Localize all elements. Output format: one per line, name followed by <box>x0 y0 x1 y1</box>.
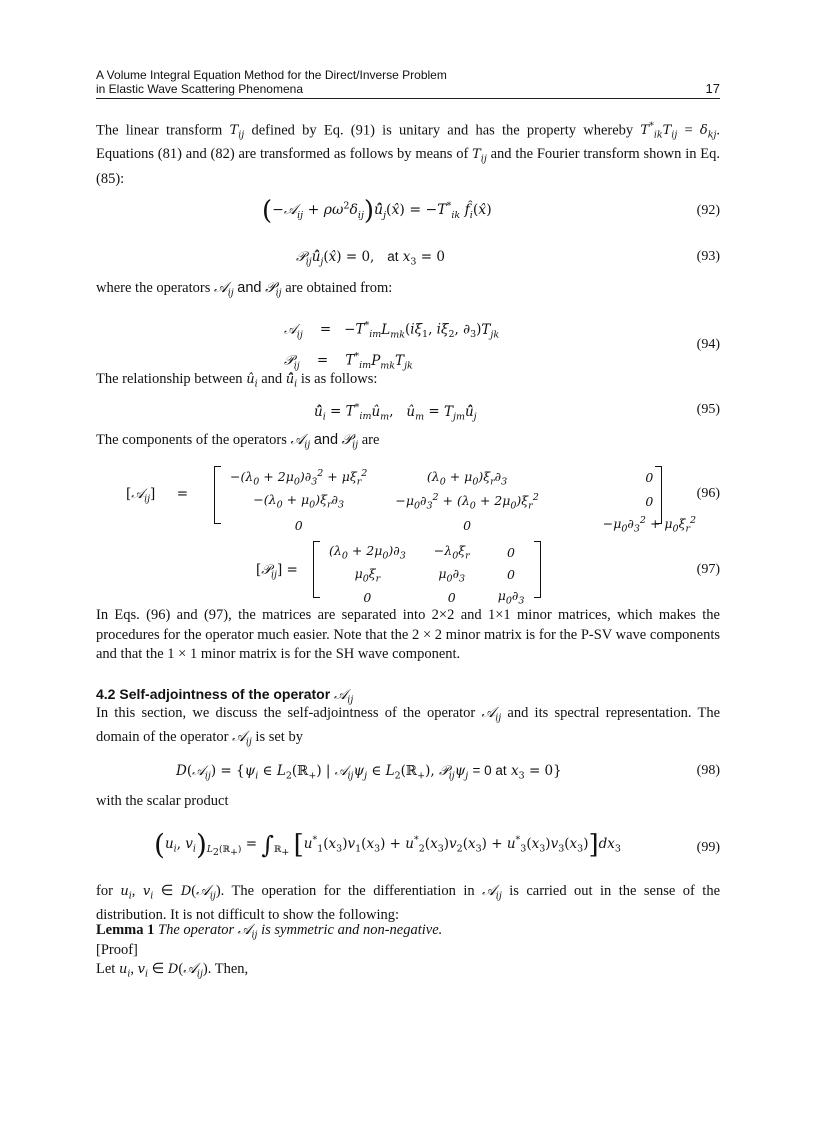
equation-95: $û̂_i$ = $T^*_{im}û_m$, $û_m$ = $T_{jm}û̂_j$ <box>314 402 477 423</box>
equation-92: (−𝒜$_{ij}$ + $\rho\omega^2\delta_{ij})û̂_j(x̂) = -T^*_{ik}$ $f̂_i(x̂)$ <box>262 196 492 226</box>
paragraph-6: In this section, we discuss the self-adjointness of the operator 𝒜$_{ij}$ and its spectral representation. The domain of the operator 𝒜$_{ij}$ is set by <box>96 705 721 748</box>
header-title-line1: A Volume Integral Equation Method for the Direct/Inverse Problem <box>96 68 447 82</box>
paragraph-2: where the operators 𝒜$_{ij}$ and 𝒫$_{ij}$ are obtained from: <box>96 280 393 299</box>
paragraph-3: The relationship between $û_i$ and $û̂_i$ is as follows: <box>96 371 378 390</box>
lemma-1: Lemma 1 The operator 𝒜$_{ij}$ is symmetric and non-negative. <box>96 922 443 941</box>
equation-96-lhs: [𝒜$_{ij}$] = <box>126 486 189 505</box>
equation-98: D(𝒜$_{ij}$) = {$\psi_i$ ∈ $L_2(ℝ_+)$ | $𝒜_{ij}\psi_j$ ∈ $L_2(ℝ_+)$, $𝒫_{ij}\psi_j = 0$ at $x_3 = 0$} <box>176 763 562 782</box>
page-number: 17 <box>705 81 720 96</box>
equation-number-92: (92) <box>696 203 720 218</box>
equation-number-99: (99) <box>696 840 720 855</box>
paragraph-8: for $u_i$, $v_i$ ∈ D(𝒜$_{ij}$). The operation for the differentiation in 𝒜$_{ij}$ is carried out in the sense of the distribution. It is not difficult to show the following: <box>96 883 721 924</box>
equation-number-97: (97) <box>696 562 720 577</box>
paragraph-9: Let $u_i$, $v_i$ ∈ D(𝒜$_{ij}$). Then, <box>96 961 249 980</box>
paragraph-5: In Eqs. (96) and (97), the matrices are separated into 2×2 and 1×1 minor matrices, which makes the procedures for the operator much easier. Note that the 2 × 2 minor matrix is for the P-SV wave components and that the 1 × 1 minor matrix is for the SH wave component. <box>96 607 720 662</box>
equation-94: 𝒜$_{ij}$ = $-T^*_{im}L_{mk}(i\xi_1$, $i\xi_2$, $\partial_3)T_{jk}$ 𝒫$_{ij}$ = $T^*_{im}P_{mk}T_{jk}$ <box>284 320 500 372</box>
equation-99: ($u_i$, $v_i)_{L_2(ℝ_+)} = \int_{ℝ_+}$ $[u^*_1(x_3)v_1(x_3) + u^*_2(x_3)v_2(x_3) + u^*_3(x_3)v_3(x_3)]dx_3$ <box>154 828 621 861</box>
paragraph-7: with the scalar product <box>96 793 229 809</box>
equation-number-98: (98) <box>696 763 720 778</box>
equation-97-lhs: [𝒫$_{ij}$] = <box>256 562 298 581</box>
paragraph-4: The components of the operators 𝒜$_{ij}$ and 𝒫$_{ij}$ are <box>96 432 380 451</box>
paragraph-1: The linear transform $T_{ij}$ defined by Eq. (91) is unitary and has the property whereby $T^*_{ik}T_{ij} = \delta_{kj}$. Equations (81) and (82) are transformed as follows by means of $T_{ij}$ and the Fourier transform shown in Eq. (85): <box>96 121 721 187</box>
matrix-97-right-bracket <box>534 541 541 598</box>
section-heading: 4.2 Self-adjointness of the operator 𝒜$_{ij}$ <box>96 686 354 706</box>
equation-number-95: (95) <box>696 402 720 417</box>
matrix-96: $-(\lambda_0 + 2\mu_0)\partial_3^2 + \mu\xi_r^2$ $(\lambda_0 + \mu_0)\xi_r\partial_3$ 0 $-(\lambda_0 + \mu_0)\xi_r\partial_3$ $-\mu_0\partial_3^2 + (\lambda_0 + 2\mu_0)\xi_r^2$ 0 0 0 $-\mu_0\partial_3^2 + \mu_0\xi_r^2$ <box>230 468 697 535</box>
equation-number-96: (96) <box>696 486 720 501</box>
header-rule <box>96 98 720 99</box>
header-title-line2: in Elastic Wave Scattering Phenomena <box>96 82 303 96</box>
equation-number-93: (93) <box>696 249 720 264</box>
matrix-96-right-bracket <box>655 466 662 524</box>
running-header <box>96 68 720 96</box>
equation-number-94: (94) <box>696 337 720 352</box>
proof-label: [Proof] <box>96 942 138 958</box>
matrix-97: $(\lambda_0 + 2\mu_0)\partial_3$ $-\lambda_0\xi_r$ 0 $\mu_0\xi_r$ $\mu_0\partial_3$ 0 0 0 $\mu_0\partial_3$ <box>329 543 525 607</box>
equation-93: $𝒫_{ij}û̂_j(x̂) = 0$, at $x_3 = 0$ <box>296 249 445 268</box>
